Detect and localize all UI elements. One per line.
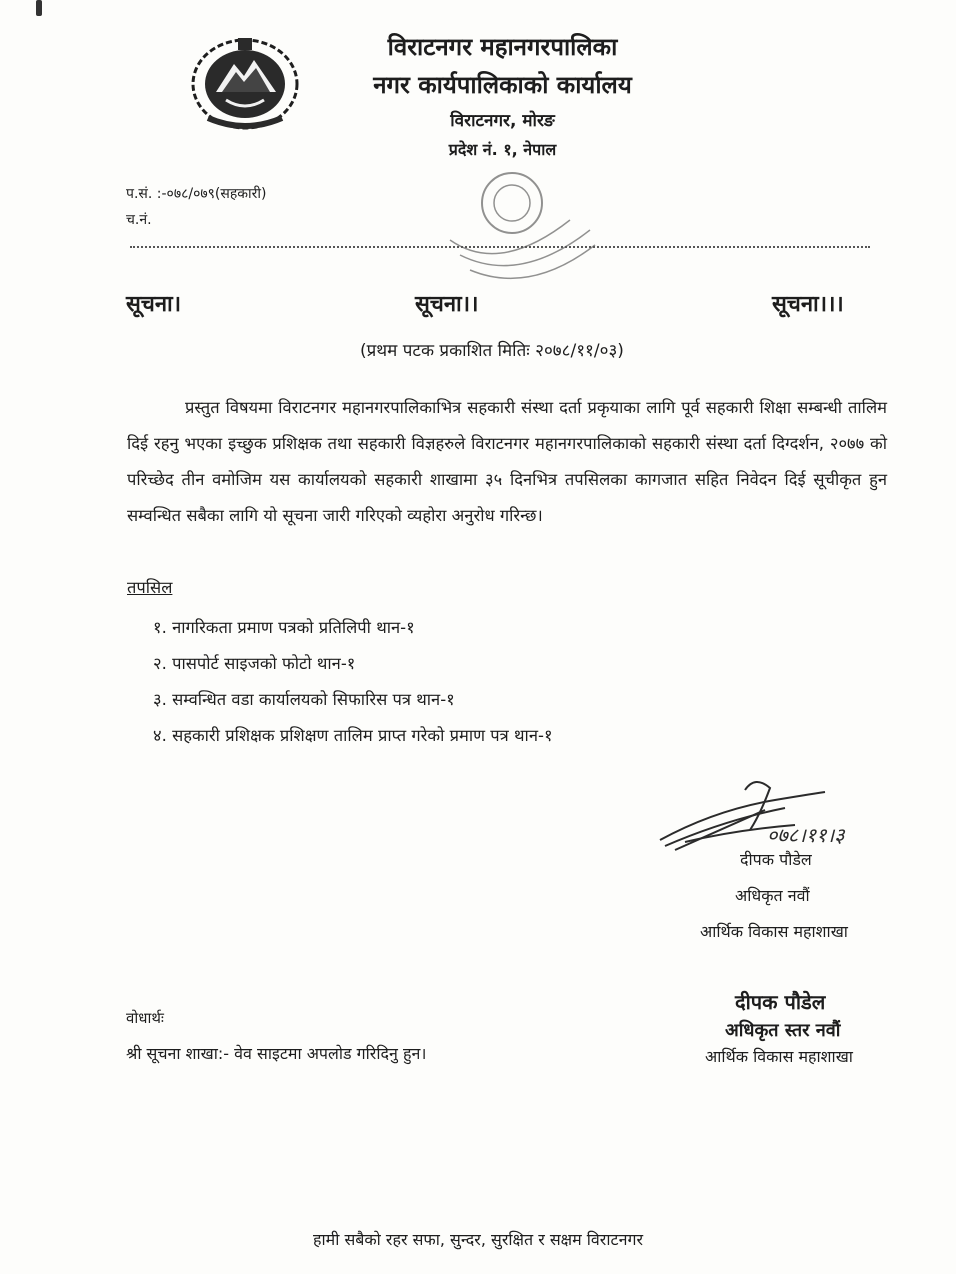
reference-number: प.सं. :-०७८/०७९(सहकारी) [126, 186, 267, 202]
edge-mark [36, 0, 42, 16]
first-published-date: (प्रथम पटक प्रकाशित मितिः २०७८/११/०३) [360, 341, 624, 361]
notice-label-3: सूचना।।। [772, 292, 844, 317]
nepal-emblem-icon [186, 30, 304, 132]
name-stamp-department: आर्थिक विकास महाशाखा [705, 1047, 853, 1066]
office-subtitle: नगर कार्यपालिकाको कार्यालय [373, 71, 632, 99]
footer-slogan: हामी सबैको रहर सफा, सुन्दर, सुरक्षित र सक्षम विराटनगर [313, 1230, 643, 1249]
office-province: प्रदेश नं. १, नेपाल [448, 140, 557, 159]
signature-date: ०७८।११।३ [767, 823, 845, 847]
signatory-department: आर्थिक विकास महाशाखा [700, 922, 848, 941]
dispatch-number: च.नं. [126, 212, 152, 228]
list-item: ४. सहकारी प्रशिक्षक प्रशिक्षण तालिम प्राप्त गरेको प्रमाण पत्र थान-१ [153, 726, 553, 745]
list-item: १. नागरिकता प्रमाण पत्रको प्रतिलिपी थान-१ [153, 618, 415, 637]
name-stamp-designation: अधिकृत स्तर नवौं [725, 1020, 841, 1041]
cc-label: वोधार्थः [126, 1009, 164, 1027]
office-name: विराटनगर महानगरपालिका [387, 33, 618, 61]
handwritten-signature-icon [655, 770, 905, 860]
office-location: विराटनगर, मोरङ [450, 111, 555, 131]
signatory-designation: अधिकृत नवौं [735, 886, 810, 905]
notice-label-2: सूचना।। [415, 292, 479, 317]
signatory-name: दीपक पौडेल [740, 850, 812, 869]
name-stamp-name: दीपक पौडेल [735, 990, 826, 1014]
notice-label-1: सूचना। [126, 292, 182, 317]
list-item: २. पासपोर्ट साइजको फोटो थान-१ [153, 654, 356, 673]
cc-line: श्री सूचना शाखा:- वेव साइटमा अपलोड गरिदिनु हुन। [126, 1044, 427, 1063]
divider-dotted [130, 246, 870, 248]
details-heading: तपसिल [127, 578, 173, 597]
list-item: ३. सम्वन्धित वडा कार्यालयको सिफारिस पत्र थान-१ [153, 690, 455, 709]
notice-body-paragraph: प्रस्तुत विषयमा विराटनगर महानगरपालिकाभित्र सहकारी संस्था दर्ता प्रकृयाका लागि पूर्व सहकारी शिक्षा सम्बन्धी तालिम दिई रहनु भएका इच्छुक प्रशिक्षक तथा सहकारी विज्ञहरुले विराटनगर महानगरपालिकाको सहकारी संस्था दर्ता दिग्दर्शन, २०७७ को परिच्छेद तीन वमोजिम यस कार्यालयको सहकारी शाखामा ३५ दिनभित्र तपसिलका कागजात सहित निवेदन दिई सूचीकृत हुन सम्वन्धित सबैका लागि यो सूचना जारी गरिएको व्यहोरा अनुरोध गरिन्छ। [127, 398, 887, 525]
office-stamp-icon [440, 145, 600, 295]
